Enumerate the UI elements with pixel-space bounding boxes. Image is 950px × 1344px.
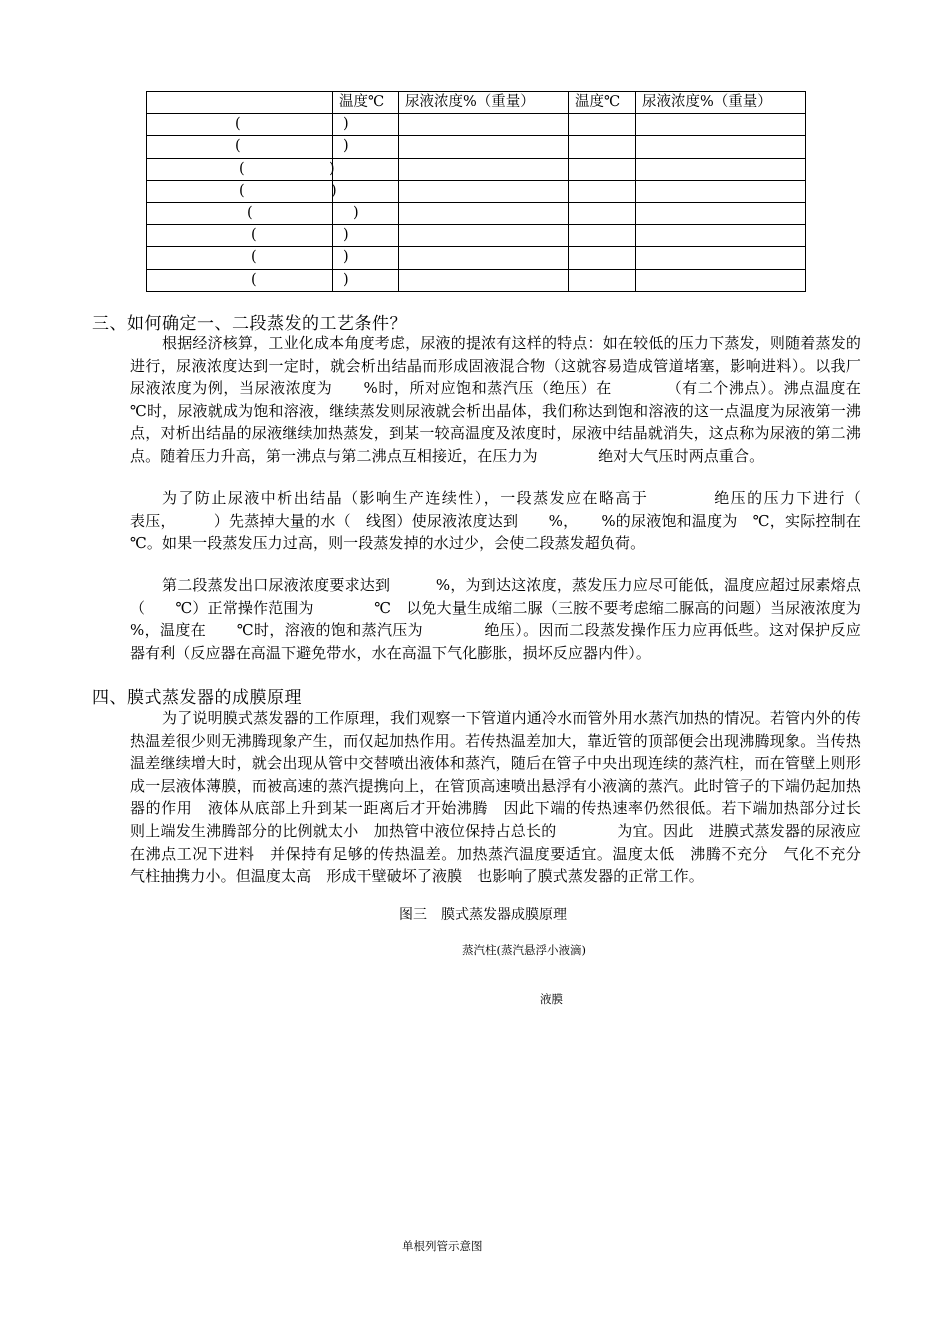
table-cell <box>399 158 569 180</box>
table-cell <box>636 180 806 202</box>
figure-label-film: 液膜 <box>540 992 563 1006</box>
table-cell <box>333 158 399 180</box>
table-row <box>147 225 806 247</box>
table-cell <box>636 247 806 269</box>
table-row <box>147 114 806 136</box>
table-cell <box>399 180 569 202</box>
table-row-label: ( ) <box>147 269 333 291</box>
table-cell <box>569 202 636 224</box>
data-table <box>146 91 806 292</box>
table-cell <box>399 114 569 136</box>
table-header-cell: 温度℃ <box>333 92 399 114</box>
table-header-cell: 尿液浓度%（重量） <box>636 92 806 114</box>
table-row <box>147 202 806 224</box>
paragraph: 为了说明膜式蒸发器的工作原理，我们观察一下管道内通冷水而管外用水蒸汽加热的情况。若管内外的传热温差很少则无沸腾现象产生，而仅起加热作用。若传热温差加大，靠近管的顶部便会出现沸腾现象。当传热温差继续增大时，就会出现从管中交替喷出液体和蒸汽，随后在管子中央出现连续的蒸汽柱，而在管壁上则形成一层液体薄膜，而被高速的蒸汽提携向上，在管顶高速喷出悬浮有小液滴的蒸汽。此时管子的下端仍起加热器的作用 液体从底部上升到某一距离后才开始沸腾 因此下端的传热速率仍然很低。若下端加热部分过长 则上端发生沸腾部分的比例就太小 加热管中液位保持占总长的 为宜。因此 进膜式蒸发器的尿液应在沸点工况下进料 并保持有足够的传热温差。加热蒸汽温度要适宜。温度太低 沸腾不充分 气化不充分 气柱抽携力小。但温度太高 形成干壁破坏了液膜 也影响了膜式蒸发器的正常工作。 <box>130 709 877 886</box>
paragraph: 为了防止尿液中析出结晶（影响生产连续性），一段蒸发应在略高于 绝压的压力下进行（ 表压， ）先蒸掉大量的水（ 线图）使尿液浓度达到 %， %的尿液饱和温度为 ℃，实际控制在 ℃。如果一段蒸发压力过高，则一段蒸发掉的水过少，会使二段蒸发超负荷。 <box>130 489 922 553</box>
table-cell <box>333 180 399 202</box>
table-header-cell: 温度℃ <box>569 92 636 114</box>
table-row <box>147 247 806 269</box>
section-heading: 三、如何确定一、二段蒸发的工艺条件？ <box>92 314 407 334</box>
table-row-label: ( ) <box>147 225 333 247</box>
table-row <box>147 180 806 202</box>
table-cell <box>569 180 636 202</box>
table-cell <box>569 225 636 247</box>
table-row-label: ( ) <box>147 114 333 136</box>
table-cell <box>399 225 569 247</box>
table-row-label: ( ) <box>147 158 333 180</box>
table-cell <box>399 202 569 224</box>
table-cell <box>636 225 806 247</box>
figure-bottom-caption: 单根列管示意图 <box>402 1239 483 1253</box>
table-header-row <box>147 92 806 114</box>
table-cell <box>569 158 636 180</box>
table-cell <box>399 247 569 269</box>
table-header-cell <box>147 92 333 114</box>
table-cell <box>636 202 806 224</box>
table-cell <box>636 269 806 291</box>
paragraph: 根据经济核算，工业化成本角度考虑，尿液的提浓有这样的特点：如在较低的压力下蒸发，则随着蒸发的进行，尿液浓度达到一定时，就会析出结晶而形成固液混合物（这就容易造成管道堵塞，影响进料）。以我厂尿液浓度为例，当尿液浓度为 %时，所对应饱和蒸汽压（绝压）在 （有二个沸点）。沸点温度在 ℃时，尿液就成为饱和溶液，继续蒸发则尿液就会析出晶体，我们称达到饱和溶液的这一点温度为尿液第一沸点，对析出结晶的尿液继续加热蒸发，到某一较高温度及浓度时，尿液中结晶就消失，这点称为尿液的第二沸点。随着压力升高，第一沸点与第二沸点互相接近，在压力为 绝对大气压时两点重合。 <box>130 334 877 465</box>
table-row-label: ( ) <box>147 247 333 269</box>
table-cell <box>399 269 569 291</box>
figure-label-vapor: 蒸汽柱(蒸汽悬浮小液滴) <box>462 943 586 957</box>
table-cell <box>636 158 806 180</box>
table-cell <box>569 247 636 269</box>
table-cell <box>399 136 569 158</box>
table-row-label: ( ) <box>147 180 333 202</box>
table-header-cell: 尿液浓度%（重量） <box>399 92 569 114</box>
figure-caption: 图三 膜式蒸发器成膜原理 <box>399 907 567 923</box>
table-row-label: ( ) <box>147 136 333 158</box>
table-row <box>147 158 806 180</box>
section-heading: 四、膜式蒸发器的成膜原理 <box>92 688 302 708</box>
table-cell <box>636 136 806 158</box>
table-cell <box>636 114 806 136</box>
table-cell <box>569 269 636 291</box>
table-cell <box>569 136 636 158</box>
paragraph: 第二段蒸发出口尿液浓度要求达到 %，为到达这浓度，蒸发压力应尽可能低，温度应超过尿素熔点（ ℃）正常操作范围为 ℃ 以免大量生成缩二脲（三胺不要考虑缩二脲高的问题）当尿液浓度为 %，温度在 ℃时，溶液的饱和蒸汽压为 绝压）。因而二段蒸发操作压力应再低些。这对保护反应器有利（反应器在高温下避免带水，水在高温下气化膨胀，损坏反应器内件）。 <box>130 576 907 662</box>
table-cell <box>569 114 636 136</box>
table-row-label: ( ) <box>147 202 333 224</box>
table-row <box>147 136 806 158</box>
table-cell <box>333 202 399 224</box>
table-row <box>147 269 806 291</box>
